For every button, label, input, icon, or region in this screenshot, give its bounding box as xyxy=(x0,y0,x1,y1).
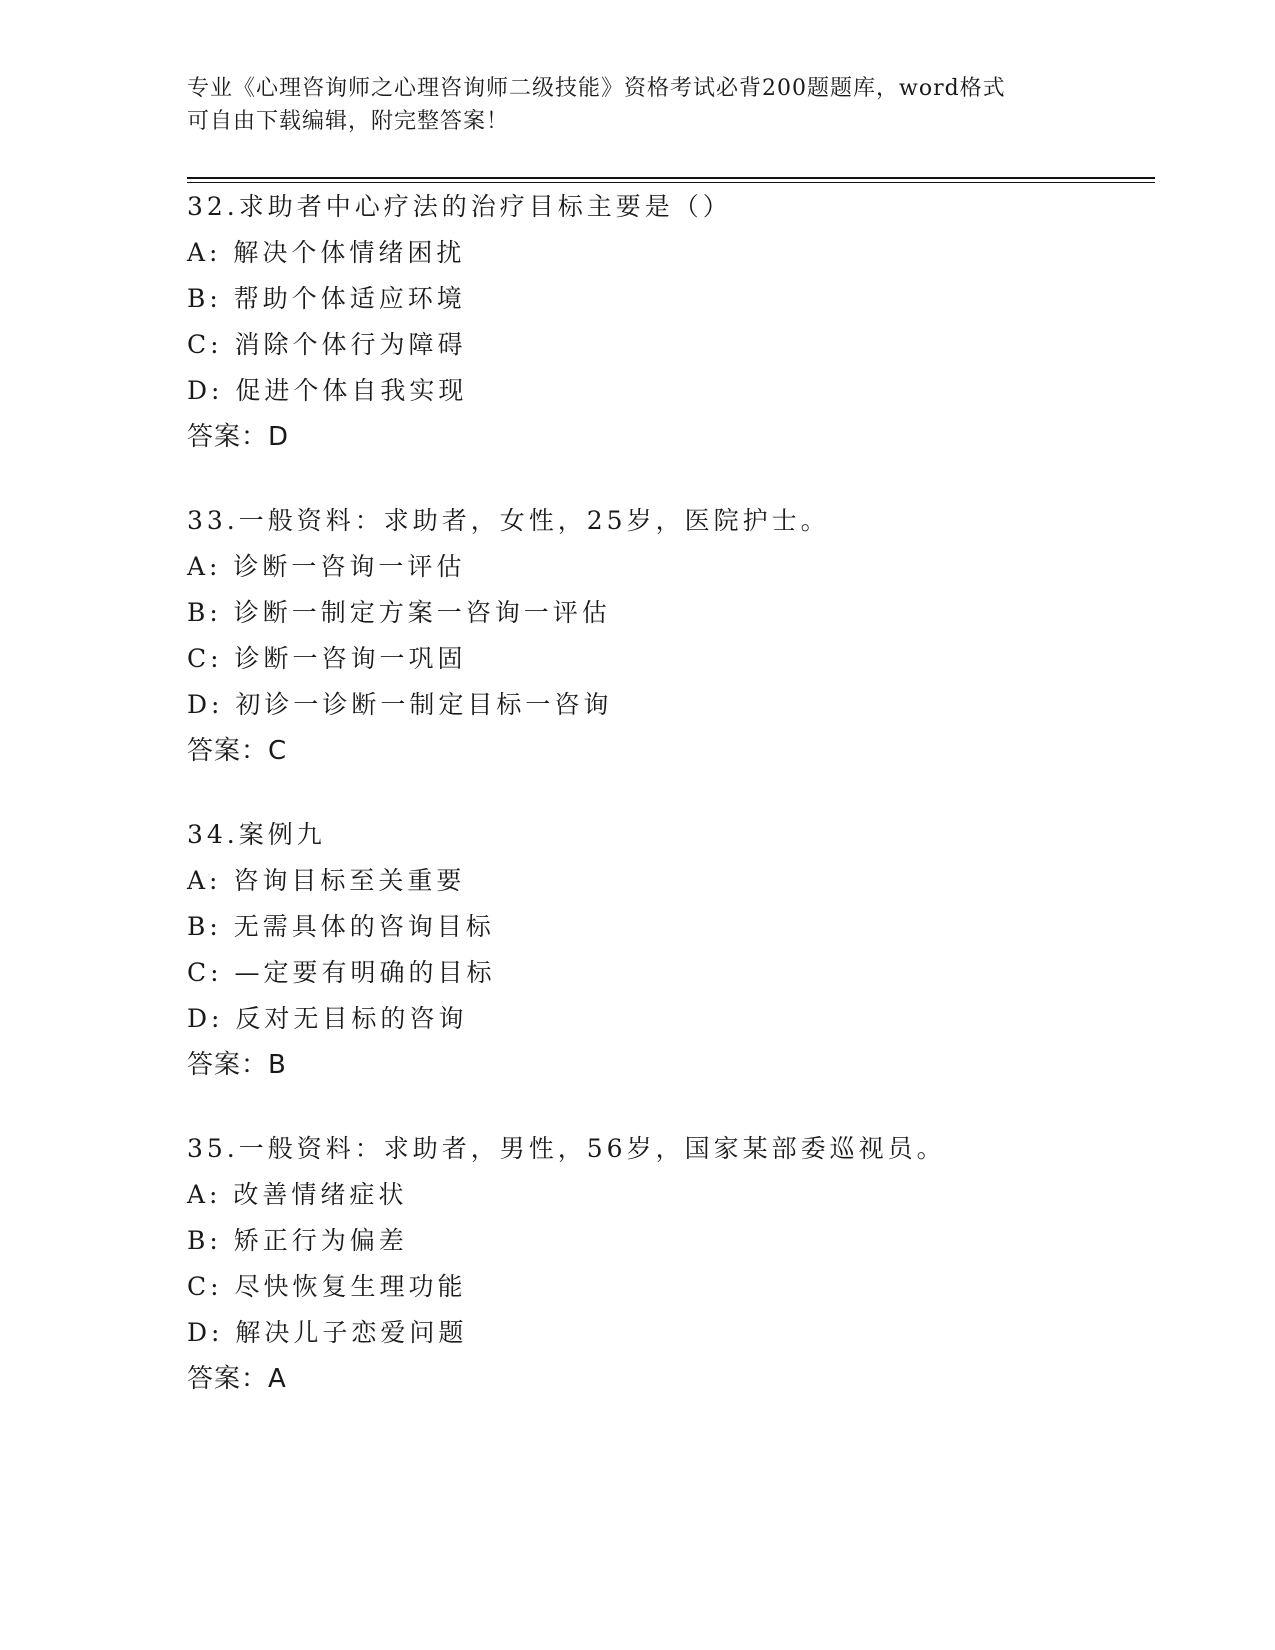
option-d: D: 解决儿子恋爱问题 xyxy=(187,1318,468,1347)
answer: 答案：A xyxy=(187,1364,287,1394)
option-c: C: 尽快恢复生理功能 xyxy=(187,1272,467,1301)
header-divider-thick xyxy=(187,177,1155,179)
option-c: C: —定要有明确的目标 xyxy=(187,958,496,987)
option-a: A: 解决个体情绪困扰 xyxy=(187,238,466,267)
option-b: B: 矫正行为偏差 xyxy=(187,1226,408,1255)
header-line-2: 可自由下载编辑，附完整答案！ xyxy=(187,109,510,134)
option-d: D: 初诊一诊断一制定目标一咨询 xyxy=(187,690,613,719)
question-32 xyxy=(187,184,1147,460)
option-d: D: 反对无目标的咨询 xyxy=(187,1004,468,1033)
question-stem: 34.案例九 xyxy=(187,820,326,849)
header-divider-thin xyxy=(187,182,1155,183)
option-c: C: 诊断一咨询一巩固 xyxy=(187,644,467,673)
header-line-1: 专业《心理咨询师之心理咨询师二级技能》资格考试必背200题题库，word格式 xyxy=(187,76,1006,101)
answer: 答案：C xyxy=(187,736,288,766)
question-34 xyxy=(187,812,1147,1088)
question-stem: 32.求助者中心疗法的治疗目标主要是（） xyxy=(187,192,732,221)
question-stem: 35.一般资料：求助者，男性，56岁，国家某部委巡视员。 xyxy=(187,1134,946,1163)
document-header xyxy=(187,72,1067,138)
question-stem: 33.一般资料：求助者，女性，25岁，医院护士。 xyxy=(187,506,830,535)
option-a: A: 咨询目标至关重要 xyxy=(187,866,466,895)
option-b: B: 帮助个体适应环境 xyxy=(187,284,466,313)
question-33 xyxy=(187,498,1147,774)
option-d: D: 促进个体自我实现 xyxy=(187,376,468,405)
question-35 xyxy=(187,1126,1147,1402)
option-b: B: 诊断一制定方案一咨询一评估 xyxy=(187,598,611,627)
option-b: B: 无需具体的咨询目标 xyxy=(187,912,495,941)
option-c: C: 消除个体行为障碍 xyxy=(187,330,467,359)
option-a: A: 诊断一咨询一评估 xyxy=(187,552,466,581)
answer: 答案：D xyxy=(187,422,290,452)
option-a: A: 改善情绪症状 xyxy=(187,1180,408,1209)
answer: 答案：B xyxy=(187,1050,287,1080)
